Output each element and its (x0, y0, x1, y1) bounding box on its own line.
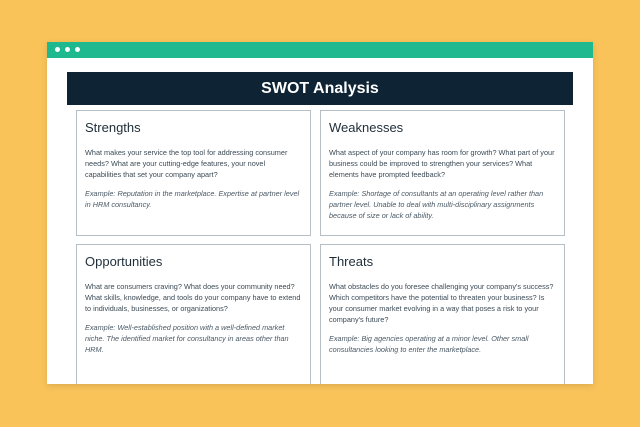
window-titlebar (47, 42, 593, 58)
browser-window (47, 42, 593, 384)
page-title: SWOT Analysis (67, 72, 573, 105)
window-dot-icon[interactable] (75, 47, 80, 52)
threats-card (320, 244, 565, 384)
weaknesses-card (320, 110, 565, 236)
weaknesses-example: Example: Shortage of consultants at an operating level rather than partner level. Unable to deal with multi-disciplinary assignments because of size or lack of ability. (329, 189, 544, 220)
threats-question: What obstacles do you foresee challenging your company's success? Which competitors have the potential to threaten your business? Is your consumer market evolving in a way that poses a risk to your company's future? (329, 282, 554, 324)
opportunities-title: Opportunities (85, 254, 163, 269)
strengths-card (76, 110, 311, 236)
weaknesses-title: Weaknesses (329, 120, 404, 135)
window-dot-icon[interactable] (55, 47, 60, 52)
swot-document (67, 72, 573, 384)
strengths-title: Strengths (85, 120, 141, 135)
weaknesses-question: What aspect of your company has room for growth? What part of your business could be improved to strengthen your services? What elements have prompted feedback? (329, 148, 555, 179)
strengths-example: Example: Reputation in the marketplace. Expertise at partner level in HRM consultancy. (85, 189, 300, 209)
opportunities-question: What are consumers craving? What does your community need? What skills, knowledge, and tools do your company have to extend to individuals, businesses, or organizations? (85, 282, 301, 313)
threats-title: Threats (329, 254, 374, 269)
window-dot-icon[interactable] (65, 47, 70, 52)
strengths-question: What makes your service the top tool for addressing consumer needs? What are your cutting-edge features, your novel capabilities that set your company apart? (85, 148, 288, 179)
threats-example: Example: Big agencies operating at a minor level. Other small consultancies looking to enter the marketplace. (329, 334, 529, 354)
opportunities-example: Example: Well-established position with a well-defined market niche. The identified market for consultancy in areas other than HRM. (85, 323, 289, 354)
opportunities-card (76, 244, 311, 384)
